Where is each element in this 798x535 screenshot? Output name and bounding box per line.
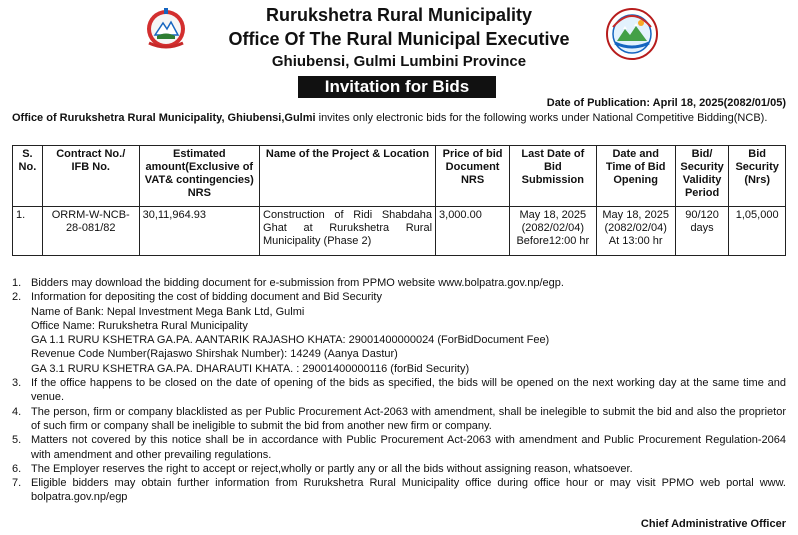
note-number: 2. bbox=[12, 291, 22, 304]
note-item bbox=[12, 276, 786, 290]
note-subitem bbox=[12, 333, 786, 347]
note-item bbox=[12, 290, 786, 304]
note-item bbox=[12, 476, 786, 505]
note-text: The person, firm or company blacklisted as per Public Procurement Act-2063 with amendment, shall be inelegible to submit the bid and also the proprietor of such firm or company shall be ineligible to submit the bid from another new firm or company. bbox=[31, 405, 786, 432]
note-subitem bbox=[12, 362, 786, 376]
col-header: Last Date of Bid Submission bbox=[510, 146, 596, 207]
note-subitem bbox=[12, 319, 786, 333]
note-subitem bbox=[12, 305, 786, 319]
cell-amount: 30,11,964.93 bbox=[139, 207, 259, 256]
note-text: Office Name: Rurukshetra Rural Municipality bbox=[31, 319, 248, 332]
intro-paragraph bbox=[12, 111, 788, 125]
signature: Chief Administrative Officer bbox=[640, 518, 786, 530]
note-number: 7. bbox=[12, 477, 22, 490]
note-number: 6. bbox=[12, 462, 22, 475]
cell-sno: 1. bbox=[13, 207, 43, 256]
note-item bbox=[12, 376, 786, 405]
note-text: Bidders may download the bidding document for e-submission from PPMO website www.bolpatra.gov.np/egp. bbox=[31, 277, 564, 289]
note-item bbox=[12, 433, 786, 462]
cell-validity: 90/120 days bbox=[675, 207, 729, 256]
col-header: Bid Security (Nrs) bbox=[729, 146, 786, 207]
col-header: S. No. bbox=[13, 146, 43, 207]
note-number: 1. bbox=[12, 277, 22, 289]
note-text: Matters not covered by this notice shall be in accordance with Public Procurement Act-2063 with amendment and Public Procurement Regulation-2064 with amendment and other prevailing regulations. bbox=[31, 434, 786, 461]
note-number: 4. bbox=[12, 405, 22, 418]
notes-list bbox=[12, 276, 786, 505]
note-text: Revenue Code Number(Rajaswo Shirshak Number): 14249 (Aanya Dastur) bbox=[31, 348, 398, 361]
note-text: Information for depositing the cost of bidding document and Bid Security bbox=[31, 291, 382, 304]
note-text: If the office happens to be closed on the date of opening of the bids as specified, the bids will be opened on the next working day at the same time and venue. bbox=[31, 377, 786, 404]
cell-opening: May 18, 2025 (2082/02/04) At 13:00 hr bbox=[596, 207, 675, 256]
col-header: Name of the Project & Location bbox=[260, 146, 436, 207]
office-name: Office Of The Rural Municipal Executive bbox=[228, 29, 570, 49]
municipality-logo-icon bbox=[605, 7, 659, 61]
note-text: GA 1.1 RURU KSHETRA GA.PA. AANTARIK RAJASHO KHATA: 29001400000024 (ForBidDocument Fee) bbox=[31, 334, 550, 347]
note-number: 3. bbox=[12, 377, 22, 390]
col-header: Estimated amount(Exclusive of VAT& contingencies) NRS bbox=[139, 146, 259, 207]
note-text: GA 3.1 RURU KSHETRA GA.PA. DHARAUTI KHATA. : 29001400000116 (forBid Security) bbox=[31, 362, 470, 375]
note-item bbox=[12, 405, 786, 434]
note-text: Eligible bidders may obtain further information from Rurukshetra Rural Municipality office during office hour or may visit PPMO web portal www. bolpatra.gov.np/egp bbox=[31, 477, 786, 504]
table-header-row bbox=[13, 146, 786, 207]
cell-security: 1,05,000 bbox=[729, 207, 786, 256]
note-text: The Employer reserves the right to accept or reject,wholly or partly any or all the bids without assigning reason, whatsoever. bbox=[31, 462, 633, 475]
note-subitem bbox=[12, 347, 786, 361]
office-address: Ghiubensi, Gulmi Lumbini Province bbox=[271, 53, 527, 70]
note-text: Name of Bank: Nepal Investment Mega Bank Ltd, Gulmi bbox=[31, 305, 305, 318]
cell-contract: ORRM-W-NCB-28-081/82 bbox=[42, 207, 139, 256]
col-header: Price of bid Document NRS bbox=[436, 146, 510, 207]
col-header: Bid/ Security Validity Period bbox=[675, 146, 729, 207]
note-item bbox=[12, 462, 786, 476]
cell-project: Construction of Ridi Shabdaha Ghat at Rurukshetra Rural Municipality (Phase 2) bbox=[260, 207, 436, 256]
intro-office: Office of Rurukshetra Rural Municipality, Ghiubensi,Gulmi bbox=[12, 112, 316, 124]
table-row bbox=[13, 207, 786, 256]
cell-price: 3,000.00 bbox=[436, 207, 510, 256]
publication-date: Date of Publication: April 18, 2025(2082/01/05) bbox=[546, 97, 786, 109]
invitation-banner: Invitation for Bids bbox=[298, 76, 496, 98]
intro-text: invites only electronic bids for the following works under National Competitive Bidding(NCB). bbox=[315, 112, 768, 124]
col-header: Contract No./ IFB No. bbox=[42, 146, 139, 207]
bids-table bbox=[12, 145, 786, 256]
col-header: Date and Time of Bid Opening bbox=[596, 146, 675, 207]
note-number: 5. bbox=[12, 434, 22, 447]
cell-last-date: May 18, 2025 (2082/02/04) Before12:00 hr bbox=[510, 207, 596, 256]
municipality-name: Rurukshetra Rural Municipality bbox=[265, 5, 533, 25]
